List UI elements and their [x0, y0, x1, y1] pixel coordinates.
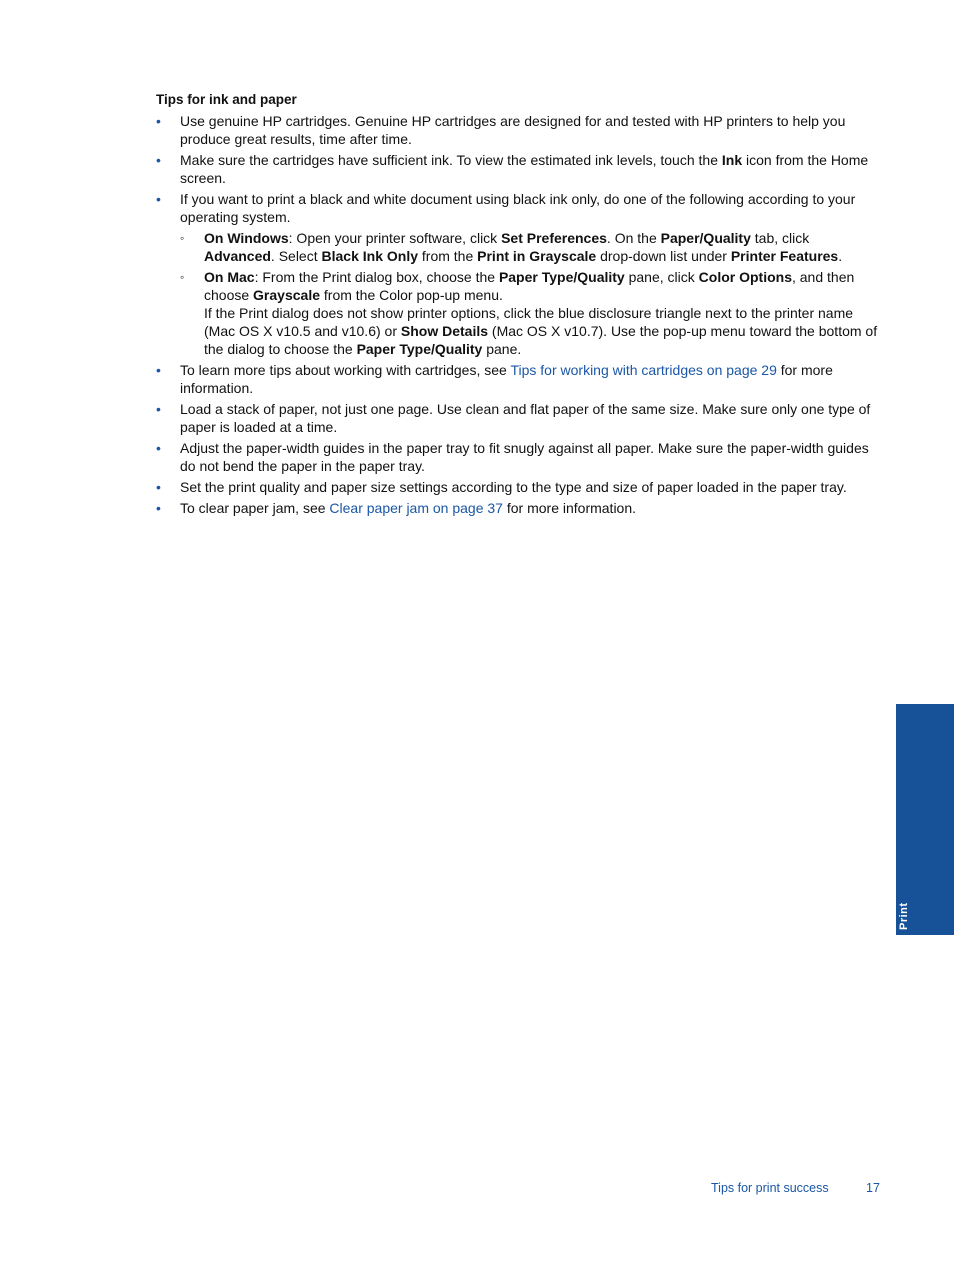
list-item: • To learn more tips about working with cartridges, see Tips for working with cartridges on page 29 for more information. [156, 361, 881, 397]
tips-list [156, 112, 881, 517]
footer-section-title: Tips for print success [711, 1181, 829, 1195]
page-content [156, 91, 881, 520]
cartridge-tips-link[interactable]: Tips for working with cartridges on page 29 [510, 362, 777, 378]
paper-jam-link[interactable]: Clear paper jam on page 37 [329, 500, 503, 516]
sublist-item-windows: ◦ On Windows: Open your printer software, click Set Preferences. On the Paper/Quality tab, click Advanced. Select Black Ink Only from the Print in Grayscale drop-down list under Printer Features. [180, 229, 881, 265]
list-item: • Load a stack of paper, not just one page. Use clean and flat paper of the same size. Make sure only one type of paper is loaded at a time. [156, 400, 881, 436]
list-item: • To clear paper jam, see Clear paper jam on page 37 for more information. [156, 499, 881, 517]
list-item: • Adjust the paper-width guides in the paper tray to fit snugly against all paper. Make sure the paper-width guides do not bend the paper in the paper tray. [156, 439, 881, 475]
list-item: • Use genuine HP cartridges. Genuine HP cartridges are designed for and tested with HP printers to help you produce great results, time after time. [156, 112, 881, 148]
page-number: 17 [866, 1181, 880, 1195]
chapter-tab [896, 704, 954, 935]
list-item: • Make sure the cartridges have sufficient ink. To view the estimated ink levels, touch the Ink icon from the Home screen. [156, 151, 881, 187]
os-sublist [180, 229, 881, 358]
sublist-item-mac: ◦ On Mac: From the Print dialog box, choose the Paper Type/Quality pane, click Color Options, and then choose Grayscale from the Color pop-up menu. If the Print dialog does not show printer options, click the blue disclosure triangle next to the printer name (Mac OS X v10.5 and v10.6) or Show Details (Mac OS X v10.7). Use the pop-up menu toward the bottom of the dialog to choose the Paper Type/Quality pane. [180, 268, 881, 358]
section-heading: Tips for ink and paper [156, 92, 297, 107]
chapter-tab-label: Print [898, 902, 910, 930]
list-item: • Set the print quality and paper size settings according to the type and size of paper loaded in the paper tray. [156, 478, 881, 496]
list-item: • If you want to print a black and white document using black ink only, do one of the following according to your operating system. ◦ On Windows: Open your printer software, click Set Preferences. On the Paper/Quality tab, click Advanced. Select Black Ink Only from the Print in Grayscale drop-down list under Printer Features. ◦ On Mac: From the Print dialog box, choose the Paper Type/Quality pane, click Color Options, and then choose Grayscale from the Color pop-up menu. If the Print dialog does not show printer options, click the blue disclosure triangle next to the printer name (Mac OS X v10.5 and v10.6) or Show Details (Mac OS X v10.7). Use the pop-up menu toward the bottom of the dialog to choose the Paper Type/Quality pane. [156, 190, 881, 358]
